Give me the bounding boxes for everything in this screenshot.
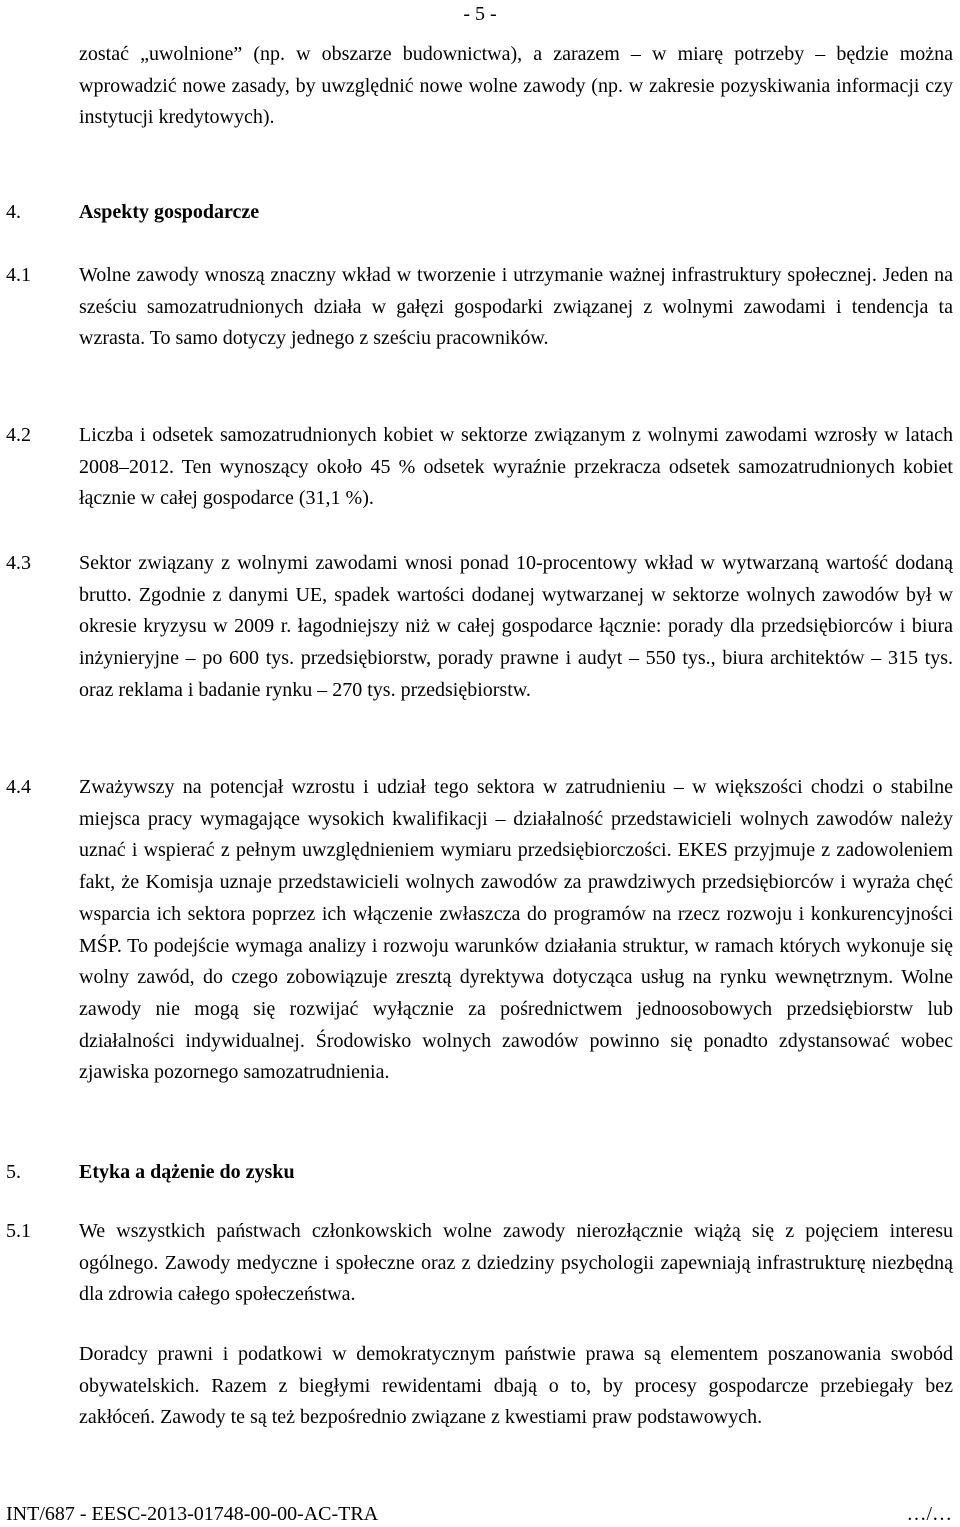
footer-page-indicator: …/… [906, 1503, 952, 1525]
section-5-number: 5. [6, 1161, 21, 1183]
paragraph-4-3-number: 4.3 [6, 552, 31, 574]
footer-document-code: INT/687 - EESC-2013-01748-00-00-AC-TRA [6, 1503, 379, 1525]
paragraph-4-2: Liczba i odsetek samozatrudnionych kobiet w sektorze związanym z wolnymi zawodami wzrosły w latach 2008–2012. Ten wynoszący około 45 % odsetek wyraźnie przekracza odsetek samozatrudnionych kobiet łącznie w całej gospodarce (31,1 %). [79, 424, 953, 510]
paragraph-4-2-number: 4.2 [6, 424, 31, 446]
paragraph-4-4: Zważywszy na potencjał wzrostu i udział tego sektora w zatrudnieniu – w większości chodzi o stabilne miejsca pracy wymagające wysokich kwalifikacji – działalność przedstawicieli wolnych zawodów należy uznać i wspierać z pełnym uwzględnieniem wymiaru przedsiębiorczości. EKES przyjmuje z zadowoleniem fakt, że Komisja uznaje przedstawicieli wolnych zawodów za prawdziwych przedsiębiorców i wyraża chęć wsparcia ich sektora poprzez ich włączenie zwłaszcza do programów na rzecz rozwoju i konkurencyjności MŚP. To podejście wymaga analizy i rozwoju warunków działania struktur, w ramach których wykonuje się wolny zawód, do czego zobowiązuje zresztą dyrektywa dotycząca usług na rynku wewnętrznym. Wolne zawody nie mogą się rozwijać wyłącznie za pośrednictwem jednoosobowych przedsiębiorstw lub działalności indywidualnej. Środowisko wolnych zawodów powinno się ponadto zdystansować wobec zjawiska pozornego samozatrudnienia. [79, 776, 953, 1084]
intro-paragraph: zostać „uwolnione” (np. w obszarze budownictwa), a zarazem – w miarę potrzeby – będzie można wprowadzić nowe zasady, by uwzględnić nowe wolne zawody (np. w zakresie pozyskiwania informacji czy instytucji kredytowych). [79, 43, 953, 129]
section-4-heading: Aspekty gospodarcze [79, 201, 260, 223]
paragraph-5-1: We wszystkich państwach członkowskich wolne zawody nierozłącznie wiążą się z pojęciem interesu ogólnego. Zawody medyczne i społeczne oraz z dziedziny psychologii zapewniają infrastrukturę niezbędną dla zdrowia całego społeczeństwa. [79, 1220, 953, 1306]
paragraph-5-1-continued: Doradcy prawni i podatkowi w demokratycznym państwie prawa są elementem poszanowania swobód obywatelskich. Razem z biegłymi rewidentami dbają o to, by procesy gospodarcze przebiegały bez zakłóceń. Zawody te są też bezpośrednio związane z kwestiami praw podstawowych. [79, 1343, 953, 1429]
paragraph-4-1-number: 4.1 [6, 264, 31, 286]
paragraph-4-1: Wolne zawody wnoszą znaczny wkład w tworzenie i utrzymanie ważnej infrastruktury społecznej. Jeden na sześciu samozatrudnionych działa w gałęzi gospodarki związanej z wolnymi zawodami i tendencja ta wzrasta. To samo dotyczy jednego z sześciu pracowników. [79, 264, 953, 350]
paragraph-5-1-number: 5.1 [6, 1220, 31, 1242]
section-4-number: 4. [6, 201, 21, 223]
paragraph-4-3: Sektor związany z wolnymi zawodami wnosi ponad 10-procentowy wkład w wytwarzaną wartość dodaną brutto. Zgodnie z danymi UE, spadek wartości dodanej wytwarzanej w sektorze wolnych zawodów był w okresie kryzysu w 2009 r. łagodniejszy niż w całej gospodarce łącznie: porady dla przedsiębiorców i biura inżynieryjne – po 600 tys. przedsiębiorstw, porady prawne i audyt – 550 tys., biura architektów – 315 tys. oraz reklama i badanie rynku – 270 tys. przedsiębiorstw. [79, 552, 953, 701]
paragraph-4-4-number: 4.4 [6, 776, 31, 798]
page-number: - 5 - [463, 3, 497, 25]
section-5-heading: Etyka a dążenie do zysku [79, 1161, 295, 1183]
